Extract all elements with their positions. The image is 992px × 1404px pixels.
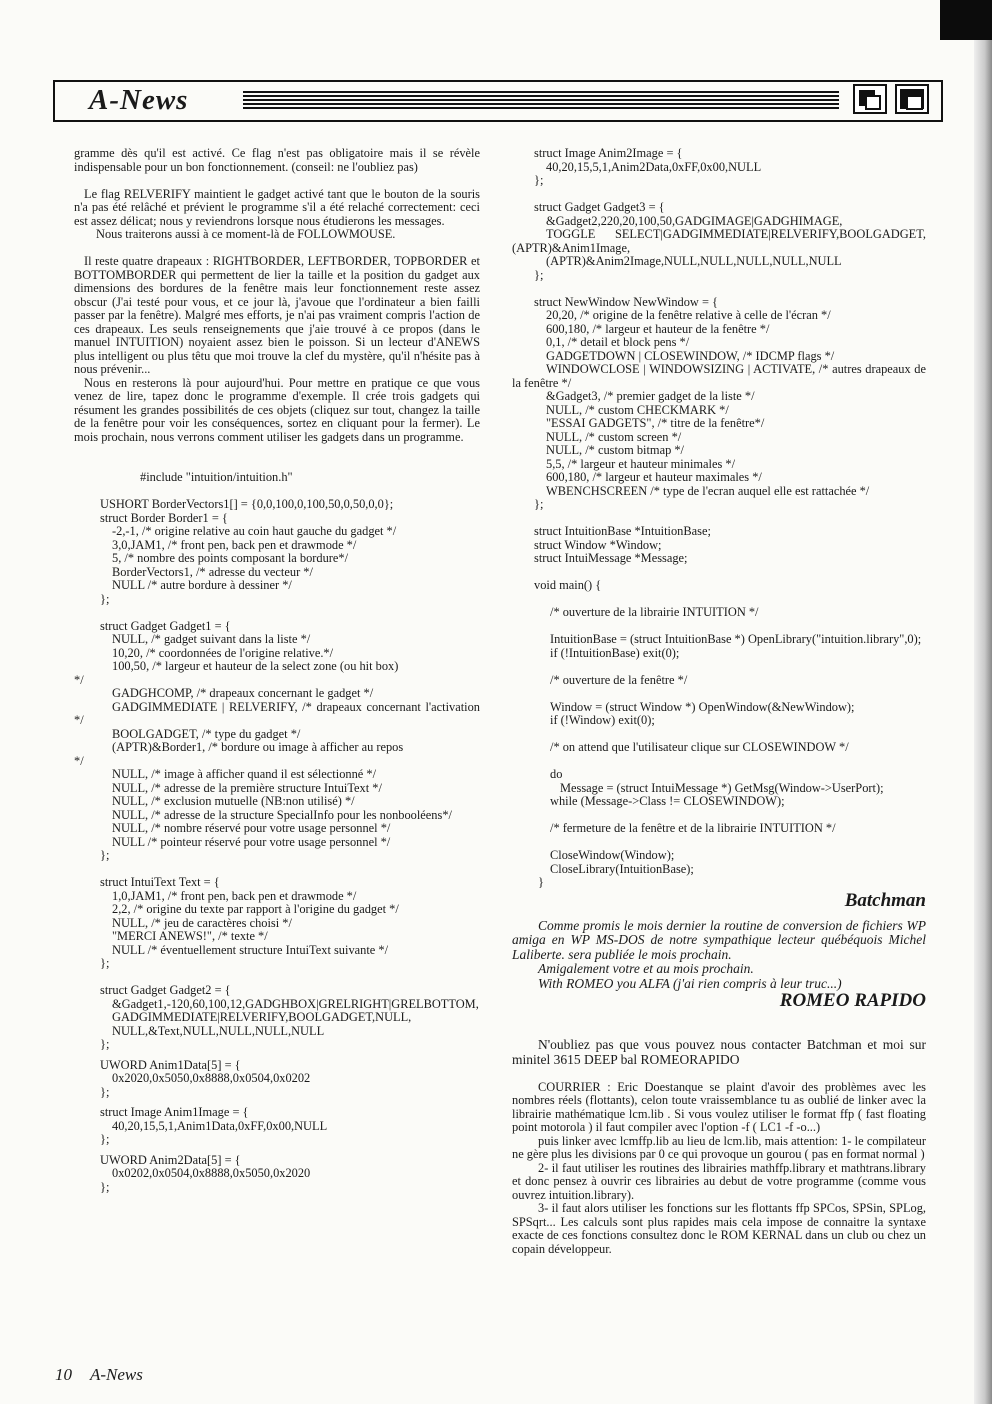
right-column-line: do: [550, 767, 563, 781]
page-number: 10: [55, 1365, 72, 1384]
right-column-line: With ROMEO you ALFA (j'ai rien compris à leur truc...): [538, 975, 842, 991]
left-column-line: GADGIMMEDIATE|RELVERIFY,BOOLGADGET,NULL,: [112, 1010, 412, 1024]
left-column-line: NULL, /* nombre réservé pour votre usage personnel */: [112, 821, 391, 835]
left-column-line: -2,-1, /* origine relative au coin haut gauche du gadget */: [112, 524, 397, 538]
right-column-line: };: [534, 497, 544, 511]
left-column-line: gramme dès qu'il est activé. Ce flag n'est pas obligatoire mais il se révèle indispensable pour un bon fonctionnement. (conseil: ne l'oubliez pas): [74, 146, 480, 174]
right-column-line: NULL, /* custom CHECKMARK */: [546, 402, 729, 417]
left-column-line: };: [100, 848, 110, 862]
left-column-line: GADGIMMEDIATE | RELVERIFY, /* drapeaux concernant l'activation */: [74, 699, 480, 727]
right-column-line: /* fermeture de la fenêtre et de la librairie INTUITION */: [550, 821, 836, 835]
footer-magazine: A-News: [89, 1365, 143, 1384]
right-column-line: [512, 1011, 926, 1025]
left-column-line: [74, 971, 480, 985]
scan-corner: [940, 0, 992, 40]
right-column-line: [512, 1067, 926, 1081]
left-column-line: */: [74, 753, 84, 768]
right-column-line: NULL, /* custom screen */: [546, 429, 682, 444]
right-column-line: CloseLibrary(IntuitionBase);: [550, 861, 694, 876]
left-column-line: [74, 174, 480, 188]
left-column-line: };: [100, 591, 110, 606]
left-column-line: BorderVectors1, /* adresse du vecteur */: [112, 564, 313, 579]
right-column-line: "ESSAI GADGETS", /* titre de la fenêtre*/: [546, 416, 765, 430]
left-column-line: Le flag RELVERIFY maintient le gadget activé tant que le bouton de la souris n'a pas été relâché et prévient le programme s'il a été relaché correctement: ceci est assez délicat; nous y reviendrons lorsque nous étudierons les messages.: [74, 186, 480, 228]
right-column-line: if (!IntuitionBase) exit(0);: [550, 645, 680, 660]
right-column-line: Comme promis le mois dernier la routine de conversion de fichiers WP amiga en WP MS-DOS de notre sympathique lecteur québéquois Michel Laliberte. sera publiée le mois prochain.: [512, 917, 926, 962]
right-column-line: WBENCHSCREEN /* type de l'ecran auquel elle est rattachée */: [546, 483, 870, 498]
left-column-line: 100,50, /* largeur et hauteur de la select zone (ou hit box): [112, 659, 399, 673]
right-column-line: N'oubliez pas que vous pouvez nous contacter Batchman et moi sur minitel 3615 DEEP bal ROMEORAPIDO: [512, 1037, 926, 1067]
right-column-line: /* ouverture de la fenêtre */: [550, 672, 688, 687]
left-column-line: 1,0,JAM1, /* front pen, back pen et drawmode */: [112, 888, 357, 903]
right-column-line: [512, 809, 926, 823]
right-column-line: while (Message->Class != CLOSEWINDOW);: [550, 794, 785, 808]
right-column-line: Amigalement votre et au mois prochain.: [538, 961, 754, 976]
left-column-line: };: [100, 956, 110, 970]
left-column-line: NULL, /* adresse de la structure SpecialInfo pour les nonbooléens*/: [112, 807, 452, 822]
right-column-line: [512, 566, 926, 580]
left-column-line: USHORT BorderVectors1[] = {0,0,100,0,100,50,0,50,0,0};: [100, 497, 394, 511]
left-column-line: };: [100, 1084, 110, 1099]
page-footer: [55, 1365, 157, 1385]
left-column-line: struct Gadget Gadget2 = {: [100, 983, 231, 997]
right-column-line: struct Window *Window;: [534, 537, 662, 552]
right-column-line: 600,180, /* largeur et hauteur de la fenêtre */: [546, 321, 770, 336]
windows-front-icon: [895, 84, 929, 114]
left-column-line: 0x0202,0x0504,0x8888,0x5050,0x2020: [112, 1166, 311, 1180]
left-column-line: 40,20,15,5,1,Anim1Data,0xFF,0x00,NULL: [112, 1118, 328, 1133]
left-column-line: NULL, /* adresse de la première structure IntuiText */: [112, 780, 382, 795]
right-column-line: struct Gadget Gadget3 = {: [534, 200, 665, 214]
right-column-line: 3- il faut alors utiliser les fonctions sur les flottants ffp SPCos, SPSin, SPLog, SPSqrt... Les calculs sont plus rapides mais cela impose de connaitre la syntaxe exacte de ces fonctions consultez donc le ROM KERNAL dans un club ou chez un copain développeur.: [512, 1201, 926, 1256]
windows-back-icon: [853, 84, 887, 114]
right-column-line: [512, 188, 926, 202]
left-column-line: UWORD Anim2Data[5] = {: [100, 1152, 241, 1167]
right-column-line: [512, 728, 926, 742]
left-column-line: [74, 863, 480, 877]
left-column-line: struct Gadget Gadget1 = {: [100, 618, 231, 633]
right-column-line: Message = (struct IntuiMessage *) GetMsg(Window->UserPort);: [560, 780, 884, 795]
left-column-line: [74, 606, 480, 620]
right-column-line: COURRIER : Eric Doestanque se plaint d'avoir des problèmes avec les nombres réels (flottants), celon toute vraissemblance tu as oublié de linker avec la librairie mathématique lcm.lib . Si vous voulez utiliser le format ffp ( fast floating point motorola ) il faut compiler avec l'option -f ( LC1 -f -o...): [512, 1079, 926, 1134]
left-column-line: };: [100, 1132, 110, 1146]
right-column-line: IntuitionBase = (struct IntuitionBase *) OpenLibrary("intuition.library",0);: [550, 632, 922, 646]
right-column-line: Batchman: [844, 889, 926, 911]
right-column-line: struct IntuitionBase *IntuitionBase;: [534, 524, 711, 538]
page-edge: [974, 0, 992, 1404]
right-column-line: [512, 660, 926, 674]
right-column-line: 0,1, /* detail et block pens */: [546, 335, 690, 349]
right-column-line: if (!Window) exit(0);: [550, 713, 655, 727]
left-column-line: 5, /* nombre des points composant la bordure*/: [112, 551, 349, 565]
left-column-line: [74, 458, 480, 472]
left-column-line: Il reste quatre drapeaux : RIGHTBORDER, LEFTBORDER, TOPBORDER et BOTTOMBORDER qui permettent de lier la taille et la position du gadget aux dimensions des bordures de la fenêtre mais leur fonctionnement reste assez obscur (J'ai testé pour vous, et ce jour là, j'avoue que l'ordinateur a bien failli passer par la fenêtre). Malgré mes efforts, je n'ai pas vraiment compris l'action de ces drapeaux. Les seuls renseignements que j'aie trouvé à ce propos (dans le manuel INTUITION) noyaient assez bien le poisson. Si un lecteur d'ANEWS plus intelligent ou plus têtu que moi trouve la clef du mystère, qu'il n'hésite pas à nous prévenir...: [74, 254, 480, 376]
page-header: [53, 80, 943, 120]
right-column-line: [512, 687, 926, 701]
left-column-line: Nous traiterons aussi à ce moment-là de FOLLOWMOUSE.: [96, 227, 396, 241]
left-column-line: &Gadget1,-120,60,100,12,GADGHBOX|GRELRIGHT|GRELBOTTOM,: [112, 996, 479, 1011]
right-column-line: /* on attend que l'utilisateur clique sur CLOSEWINDOW */: [550, 740, 849, 754]
right-column: [512, 147, 926, 1256]
left-column-line: (APTR)&Border1, /* bordure ou image à afficher au repos: [112, 740, 404, 754]
left-column-line: */: [74, 672, 84, 687]
right-column-line: [512, 620, 926, 634]
right-column-line: 20,20, /* origine de la fenêtre relative à celle de l'écran */: [546, 308, 831, 322]
left-column-line: [74, 444, 480, 458]
right-column-line: ROMEO RAPIDO: [779, 990, 926, 1011]
left-column-line: NULL,&Text,NULL,NULL,NULL,NULL: [112, 1023, 325, 1038]
left-column-line: };: [100, 1179, 110, 1194]
right-column-line: (APTR)&Anim2Image,NULL,NULL,NULL,NULL,NULL: [546, 254, 842, 268]
left-column-line: [74, 485, 480, 499]
left-column-line: 10,20, /* coordonnées de l'origine relative.*/: [112, 645, 334, 660]
left-column-line: BOOLGADGET, /* type du gadget */: [112, 726, 301, 741]
right-column-line: CloseWindow(Window);: [550, 848, 675, 862]
right-column-line: /* ouverture de la librairie INTUITION */: [550, 605, 759, 619]
left-column-line: UWORD Anim1Data[5] = {: [100, 1057, 241, 1072]
left-column-line: [74, 242, 480, 256]
right-column-line: void main() {: [534, 578, 602, 592]
left-column-line: struct IntuiText Text = {: [100, 875, 220, 889]
right-column-line: &Gadget2,220,20,100,50,GADGIMAGE|GADGHIMAGE,: [546, 213, 843, 228]
left-column-line: NULL /* autre bordure à dessiner */: [112, 578, 292, 592]
header-stripes: [243, 91, 839, 109]
right-column-line: NULL, /* custom bitmap */: [546, 443, 685, 457]
left-column-line: 2,2, /* origine du texte par rapport à l'origine du gadget */: [112, 902, 399, 916]
left-column-line: Nous en resterons là pour aujourd'hui. Pour mettre en pratique ce que vous venez de lire, tapez donc le programme d'exemple. Il crée trois gadgets qui résument les grandes possibilités de ces objets (cliquez sur tout, changez la taille de la fenêtre pour voir les conséquences, sortez en cliquant pour la fermer). Le mois prochain, nous verrons comment utiliser les gadgets dans un programme.: [74, 375, 480, 444]
right-column-line: 40,20,15,5,1,Anim2Data,0xFF,0x00,NULL: [546, 159, 762, 174]
right-column-line: [512, 282, 926, 296]
left-column-line: NULL, /* exclusion mutuelle (NB:non utilisé) */: [112, 794, 355, 808]
left-column: [74, 147, 480, 1194]
left-column-line: NULL, /* image à afficher quand il est sélectionné */: [112, 767, 377, 781]
left-column-line: 3,0,JAM1, /* front pen, back pen et drawmode */: [112, 537, 357, 552]
right-column-line: 600,180, /* largeur et hauteur maximales */: [546, 470, 762, 484]
right-column-line: [512, 593, 926, 607]
right-column-line: puis linker avec lcmffp.lib au lieu de lcm.lib, mais attention: 1- le compilateur ne gère plus les divisions par 0 ce qui provoque un gourou ( pas en format normal ): [512, 1133, 926, 1161]
left-column-line: struct Border Border1 = {: [100, 510, 228, 525]
right-column-line: [512, 1025, 926, 1039]
left-column-line: };: [100, 1037, 110, 1051]
right-column-line: WINDOWCLOSE | WINDOWSIZING | ACTIVATE, /* autres drapeaux de la fenêtre */: [512, 362, 926, 390]
left-column-line: NULL /* éventuellement structure IntuiText suivante */: [112, 942, 389, 957]
right-column-line: TOGGLE SELECT|GADGIMMEDIATE|RELVERIFY,BOOLGADGET,(APTR)&Anim1Image,: [512, 227, 926, 255]
right-column-line: };: [534, 173, 544, 187]
magazine-title: A-News: [89, 84, 189, 116]
right-column-line: Window = (struct Window *) OpenWindow(&NewWindow);: [550, 699, 855, 714]
left-column-line: struct Image Anim1Image = {: [100, 1105, 249, 1119]
left-column-line: #include "intuition/intuition.h": [140, 470, 293, 484]
right-column-line: }: [538, 875, 544, 889]
right-column-line: GADGETDOWN | CLOSEWINDOW, /* IDCMP flags */: [546, 348, 835, 363]
right-column-line: [512, 836, 926, 850]
left-column-line: NULL /* pointeur réservé pour votre usage personnel */: [112, 834, 391, 849]
left-column-line: "MERCI ANEWS!", /* texte */: [112, 929, 268, 943]
left-column-line: GADGHCOMP, /* drapeaux concernant le gadget */: [112, 686, 374, 700]
right-column-line: };: [534, 267, 544, 282]
right-column-line: 2- il faut utiliser les routines des librairies mathffp.library et mathtrans.library et donc pensez à ouvrir ces librairies au debut de votre programme (comme vous ouvrez intuition.library).: [512, 1160, 926, 1202]
right-column-line: 5,5, /* largeur et hauteur minimales */: [546, 456, 736, 471]
left-column-line: 0x2020,0x5050,0x8888,0x0504,0x0202: [112, 1071, 311, 1085]
right-column-line: [512, 755, 926, 769]
left-column-line: NULL, /* gadget suivant dans la liste */: [112, 632, 311, 646]
right-column-line: struct NewWindow NewWindow = {: [534, 294, 718, 309]
left-column-line: NULL, /* jeu de caractères choisi */: [112, 915, 292, 930]
right-column-line: [512, 512, 926, 526]
right-column-line: struct IntuiMessage *Message;: [534, 551, 688, 565]
right-column-line: struct Image Anim2Image = {: [534, 146, 683, 160]
right-column-line: &Gadget3, /* premier gadget de la liste */: [546, 389, 755, 403]
